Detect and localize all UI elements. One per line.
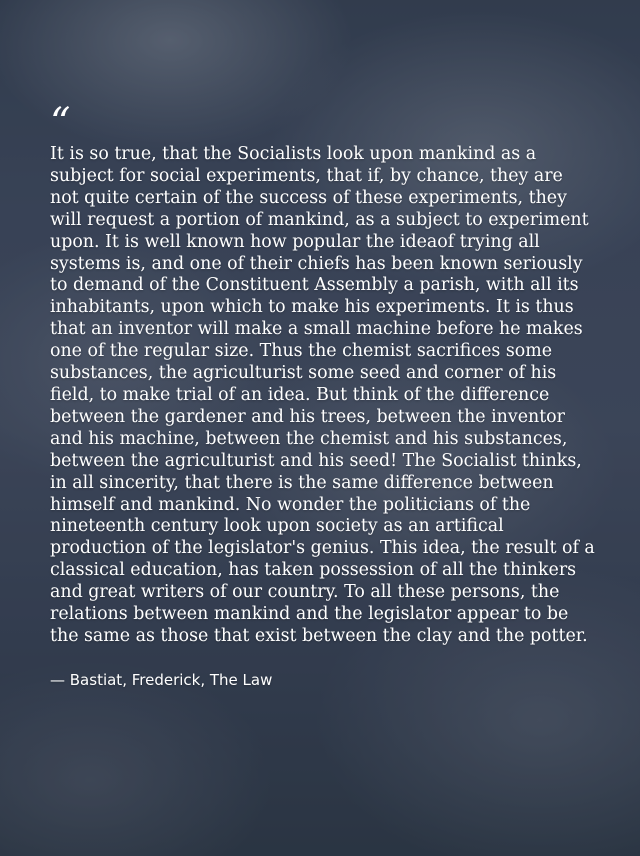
quote-attribution: — Bastiat, Frederick, The Law [50,670,273,689]
quote-mark-icon: “ [50,100,71,146]
quote-text: It is so true, that the Socialists look upon mankind as a subject for social experiments, that if, by chance, they are not quite certain of the success of these experiments, they will request a portion of mankind, as a subject to experiment upon. It is well known how popular the ideaof trying all systems is, and one of their chiefs has been known seriously to demand of the Constituent Assembly a parish, with all its inhabitants, upon which to make his experiments. It is thus that an inventor will make a small machine before he makes one of the regular size. Thus the chemist sacrifices some substances, the agriculturist some seed and corner of his field, to make trial of an idea. But think of the difference between the gardener and his trees, between the inventor and his machine, between the chemist and his substances, between the agriculturist and his seed! The Socialist thinks, in all sincerity, that there is the same difference between himself and mankind. No wonder the politicians of the nineteenth century look upon society as an artifical production of the legislator's genius. This idea, the result of a classical education, has taken possession of all the thinkers and great writers of our country. To all these persons, the relations between mankind and the legislator appear to be the same as those that exist between the clay and the potter. [50,144,595,646]
quote-card [50,100,595,690]
